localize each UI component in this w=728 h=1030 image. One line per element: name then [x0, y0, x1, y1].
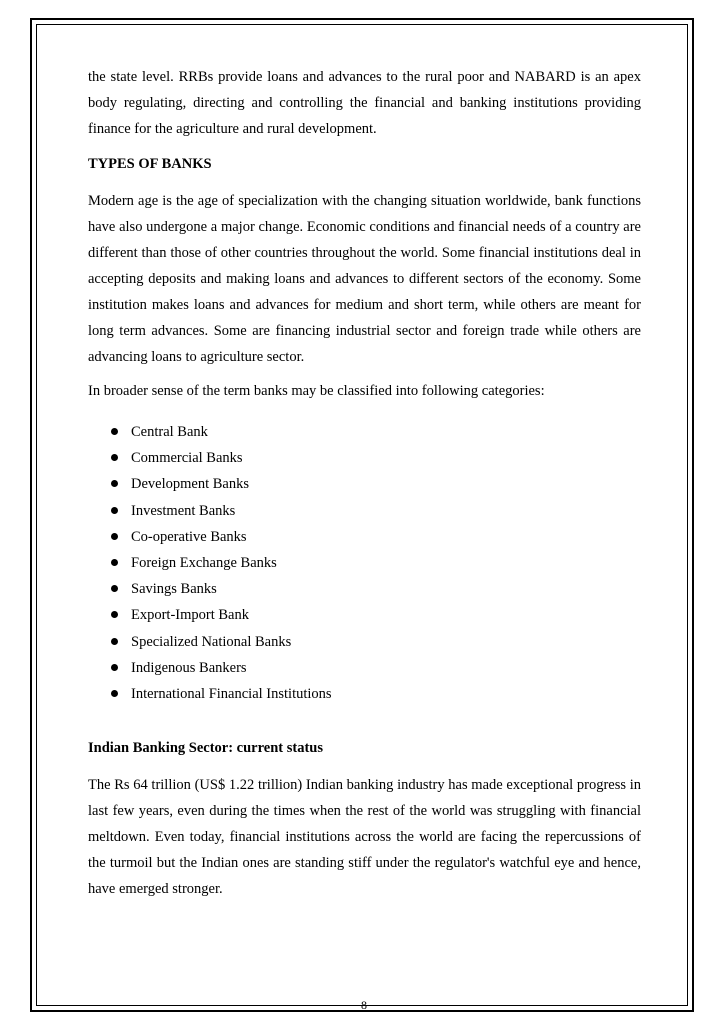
list-item	[88, 527, 641, 553]
list-item	[88, 501, 641, 527]
list-item	[88, 579, 641, 605]
document-body	[88, 64, 641, 902]
list-item	[88, 632, 641, 658]
list-item-label: Savings Banks	[131, 581, 217, 598]
list-item-label: Co-operative Banks	[131, 528, 247, 545]
bullet-icon	[111, 507, 118, 514]
list-item-label: Foreign Exchange Banks	[131, 554, 277, 571]
list-item-label: Investment Banks	[131, 502, 236, 519]
types-of-banks-heading: TYPES OF BANKS	[88, 156, 212, 172]
intro-paragraph: the state level. RRBs provide loans and advances to the rural poor and NABARD is an apex body regulating, directing and controlling the financial and banking institutions providing finance for the agriculture and rural development.	[88, 69, 641, 137]
bullet-icon	[111, 664, 118, 671]
bullet-icon	[111, 533, 118, 540]
list-item	[88, 474, 641, 500]
page-number: 8	[361, 998, 367, 1012]
list-item	[88, 605, 641, 631]
bullet-icon	[111, 690, 118, 697]
current-status-heading: Indian Banking Sector: current status	[88, 740, 323, 757]
bullet-icon	[111, 559, 118, 566]
bullet-icon	[111, 428, 118, 435]
list-item	[88, 422, 641, 448]
bullet-icon	[111, 480, 118, 487]
list-item-label: Central Bank	[131, 424, 208, 440]
list-item-label: Indigenous Bankers	[131, 659, 247, 676]
list-item-label: Export-Import Bank	[131, 607, 249, 624]
types-paragraph: Modern age is the age of specialization with the changing situation worldwide, bank functions have also undergone a major change. Economic conditions and financial needs of a country are different than those of other countries throughout the world. Some financial institutions deal in accepting deposits and making loans and advances to different sectors of the economy. Some institution makes loans and advances for medium and short term, while others are meant for long term advances. Some are financing industrial sector and foreign trade while others are advancing loans to agriculture sector.	[88, 193, 641, 365]
list-item-label: Commercial Banks	[131, 450, 243, 467]
bullet-icon	[111, 611, 118, 618]
list-item-label: International Financial Institutions	[131, 685, 332, 702]
list-item-label: Specialized National Banks	[131, 633, 292, 650]
current-status-paragraph: The Rs 64 trillion (US$ 1.22 trillion) Indian banking industry has made exceptional progress in last few years, even during the times when the rest of the world was struggling with financial meltdown. Even today, financial institutions across the world are facing the repercussions of the turmoil but the Indian ones are standing stiff under the regulator's watchful eye and hence, have emerged stronger.	[88, 777, 641, 898]
bank-types-list	[88, 422, 641, 710]
categories-intro: In broader sense of the term banks may be classified into following categories:	[88, 383, 545, 399]
list-item	[88, 448, 641, 474]
bullet-icon	[111, 585, 118, 592]
bullet-icon	[111, 638, 118, 645]
bullet-icon	[111, 454, 118, 461]
list-item	[88, 553, 641, 579]
list-item-label: Development Banks	[131, 476, 249, 493]
list-item	[88, 658, 641, 684]
list-item	[88, 684, 641, 710]
